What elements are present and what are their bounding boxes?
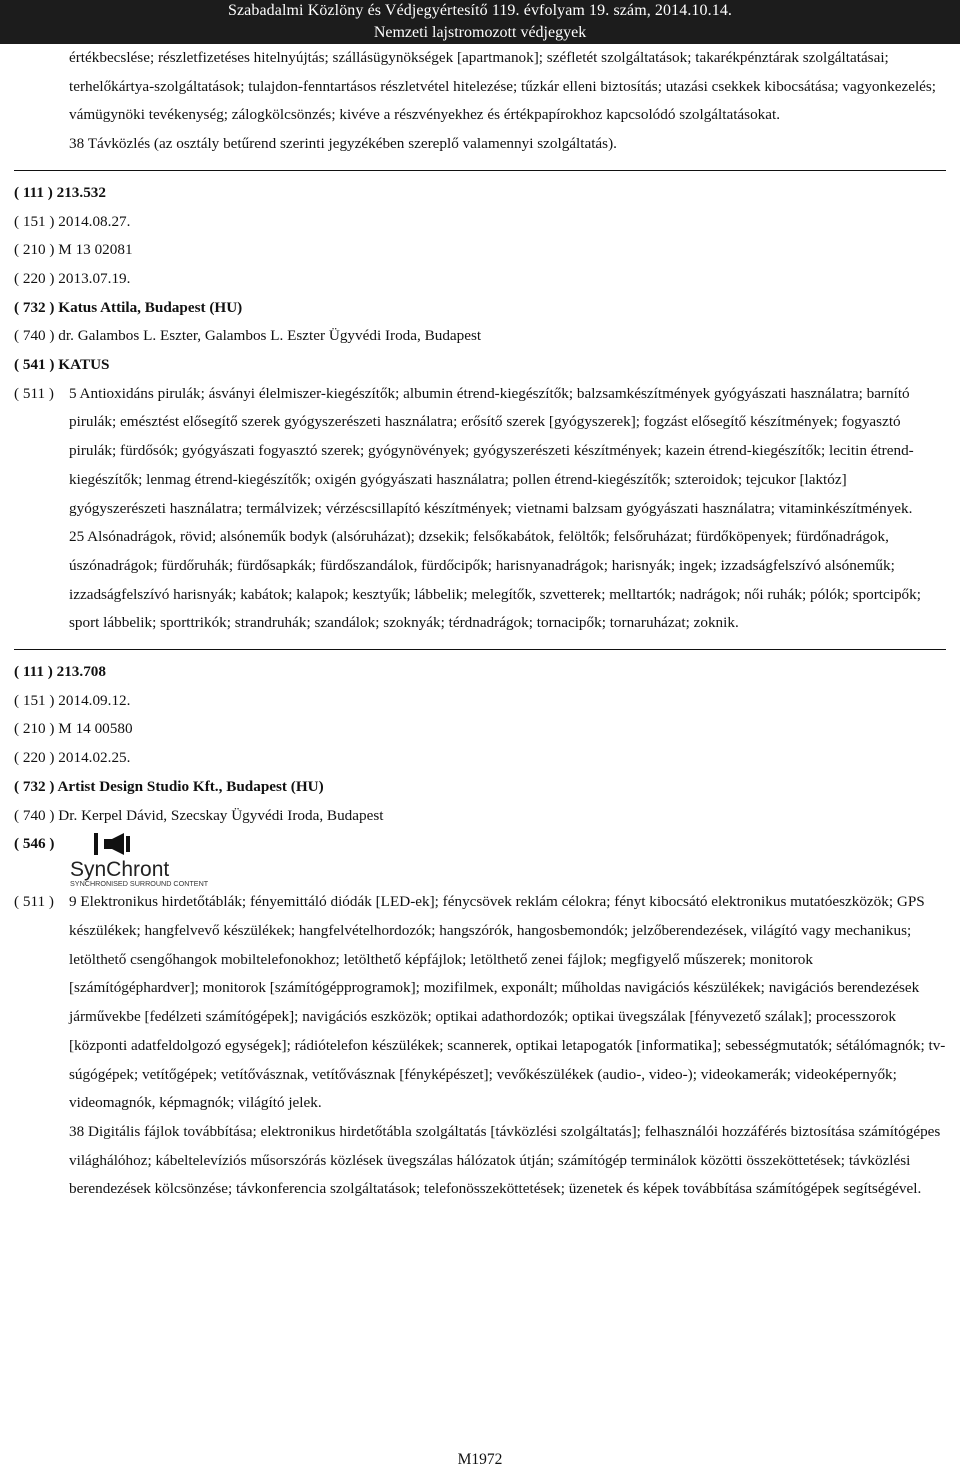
entry-separator — [14, 649, 946, 650]
registration-date: ( 151 ) 2014.08.27. — [14, 212, 131, 230]
goods-services-list — [14, 380, 946, 638]
trademark-entry-213708 — [14, 658, 946, 1204]
entry-separator — [14, 170, 946, 171]
application-number: ( 210 ) M 14 00580 — [14, 720, 133, 738]
word-mark: ( 541 ) KATUS — [14, 356, 110, 374]
registration-number: ( 111 ) 213.708 — [14, 663, 106, 681]
field-code-511: ( 511 ) — [14, 384, 54, 402]
logo-tagline: SYNCHRONISED SURROUND CONTENT — [70, 879, 209, 889]
page-content — [14, 44, 946, 1204]
class-38-services: 38 Digitális fájlok továbbítása; elektronikus hirdetőtábla szolgáltatás [távközlési szolgáltatás]; felhasználói hozzáférés biztosítása számítógépes világhálóhoz; kábeltelevíziós műsorszórás közlések üvegszálas hálózatok útján; számítógép terminálok közötti összeköttetések; távközlési berendezések kölcsönzése; távkonferencia szolgáltatások; telefonösszeköttetések; üzenetek és képek továbbítása számítógépek segítségével. — [69, 1122, 941, 1198]
logo-wordmark: SynChront — [70, 858, 170, 882]
publication-header — [0, 0, 960, 44]
section-title: Nemzeti lajstromozott védjegyek — [373, 24, 587, 41]
registration-number: ( 111 ) 213.532 — [14, 183, 106, 201]
services-paragraph: értékbecslése; részletfizetéses hitelnyújtás; szállásügynökségek [apartmanok]; széfletét szolgáltatások; takarékpénztárak szolgáltatásai; terhelőkártya-szolgáltatások; tulajdon-fenntartásos részletvétel hitelezése; tűzkár elleni biztosítás; utazási csekkek kibocsátása; vagyonkezelés; vámügynöki tevékenység; zálogkölcsönzés; kivéve a részvényekhez és értékpapírokhoz kapcsolódó szolgáltatásokat. — [69, 49, 937, 124]
holder: ( 732 ) Artist Design Studio Kft., Budapest (HU) — [14, 777, 324, 795]
application-number: ( 210 ) M 13 02081 — [14, 241, 133, 259]
page-code: M1972 — [457, 1451, 503, 1468]
trademark-entry-213532 — [14, 179, 946, 638]
page-footer — [0, 1448, 960, 1472]
field-code-546: ( 546 ) — [14, 835, 55, 853]
filing-date: ( 220 ) 2014.02.25. — [14, 749, 131, 767]
class-5-goods: 5 Antioxidáns pirulák; ásványi élelmiszer-kiegészítők; albumin étrend-kiegészítők; balzsamkészítmények gyógyászati használatra; barnító pirulák; emésztést elősegítő szerek gyógyszerészeti használatra; erősítő szerek [gyógyszerek]; fogzást elősegítő készítmények; fogyasztó pirulák; fürdősók; gyógyászati fogyasztó szerek; gyógynövények; gyógyszerészeti készítmények; kazein étrend-kiegészítők; lecitin étrend-kiegészítők; lenmag étrend-kiegészítők; oxigén gyógyászati használatra; pollen étrend-kiegészítők; szteroidok; tejcukor [laktóz] gyógyszerészeti használatra; termálvizek; vérzéscsillapító készítmények; vietnami balzsam gyógyászati használatra; vitaminkészítmények. — [69, 384, 914, 517]
speaker-logo-icon — [94, 833, 130, 855]
class-38-services: 38 Távközlés (az osztály betűrend szerinti jegyzékében szereplő valamennyi szolgáltatás). — [69, 135, 617, 153]
holder: ( 732 ) Katus Attila, Budapest (HU) — [14, 298, 243, 316]
representative: ( 740 ) Dr. Kerpel Dávid, Szecskay Ügyvédi Iroda, Budapest — [14, 806, 384, 824]
field-code-511: ( 511 ) — [14, 893, 54, 911]
figurative-mark-row — [14, 830, 946, 888]
representative: ( 740 ) dr. Galambos L. Eszter, Galambos L. Eszter Ügyvédi Iroda, Budapest — [14, 327, 482, 345]
registration-date: ( 151 ) 2014.09.12. — [14, 691, 131, 709]
synchront-logo — [68, 830, 248, 888]
goods-services-list — [14, 888, 946, 1204]
previous-entry-continuation — [14, 44, 946, 159]
class-9-goods: 9 Elektronikus hirdetőtáblák; fényemittáló diódák [LED-ek]; fénycsövek reklám célokra; fényt kibocsátó elektronikus mutatóeszközök; GPS készülékek; hangfelvevő készülékek; hangfelvételhordozók; hangszórók, hangosbemondók; jelzőberendezések, világító vagy mechanikus; letölthető csengőhangok mobiltelefonokhoz; letölthető képfájlok; letölthető zenei fájlok; megfigyelő műszerek; monitorok [számítógéphardver]; monitorok [számítógépprogramok]; mozifilmek, exponált; műholdas navigációs készülékek; navigációs berendezések járművekbe [fedélzeti számítógépek]; navigációs eszközök; optikai adathordozók; optikai üvegszálak [fényvezető szálak]; processzorok [központi adatfeldolgozó egységek]; rádiótelefon készülékek; scannerek, optikai letapogatók [informatika]; sebességmutatók; sétálómagnók; tv-súgógépek; vetítőgépek; vetítővásznak, vetítővásznak [fényképészet]; vevőkészülékek (audio-, video-); videokamerák; videoképernyők; videomagnók, képmagnók; világító jelek. — [69, 893, 946, 1112]
filing-date: ( 220 ) 2013.07.19. — [14, 269, 131, 287]
class-25-goods: 25 Alsónadrágok, rövid; alsóneműk bodyk (alsóruházat); dzsekik; felsőkabátok, felöltők; felsőruházat; fürdőköpenyek; fürdőnadrágok, úszónadrágok; fürdőruhák; fürdősapkák; fürdőszandálok, fürdőcipők; harisnyanadrágok; harisnyák; ingek; izzadságfelszívó alsóneműk; izzadságfelszívó harisnyák; kabátok; kalapok; kesztyűk; lábbelik; melegítők, szvetterek; melltartók; nadrágok; női ruhák; pólók; sportcipők; sport lábbelik; sporttrikók; strandruhák; szandálok; szoknyák; térdnadrágok; tornacipők; tornaruházat; zoknik. — [69, 528, 921, 632]
publication-title: Szabadalmi Közlöny és Védjegyértesítő 119. évfolyam 19. szám, 2014.10.14. — [227, 2, 733, 19]
